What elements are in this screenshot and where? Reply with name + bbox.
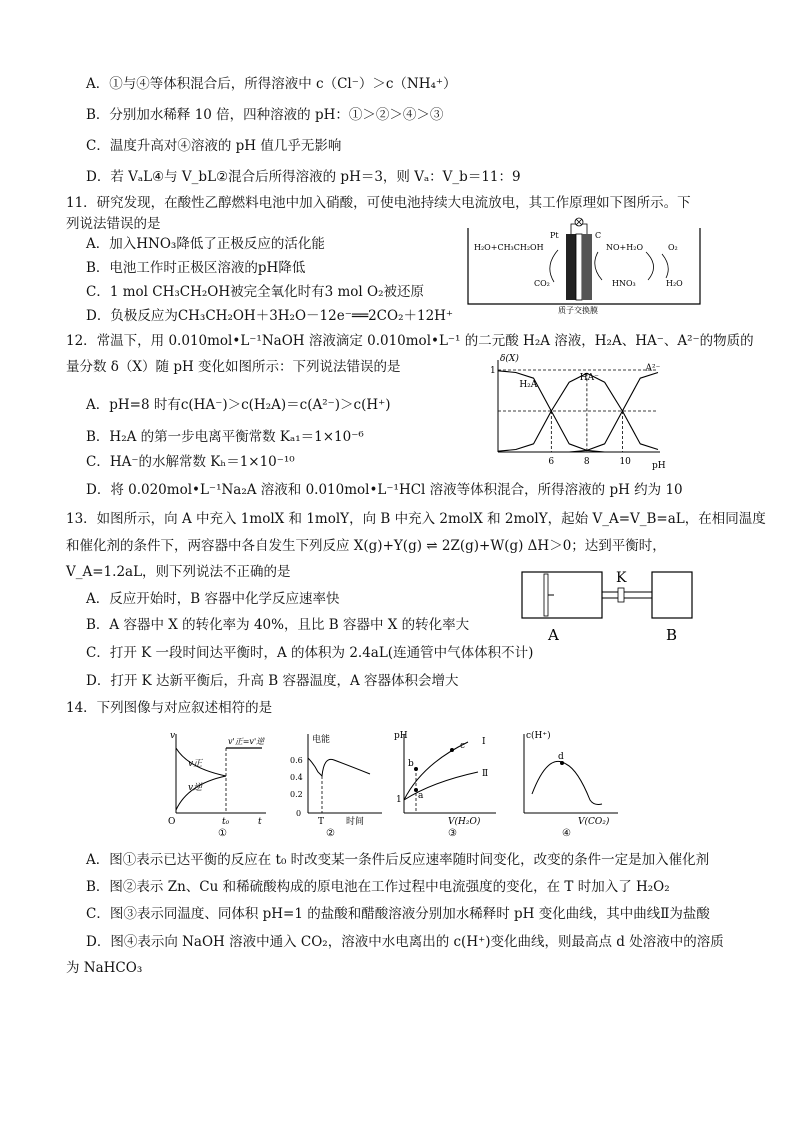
c-label: C: [595, 231, 602, 240]
q13-option-d: D．打开 K 达新平衡后，升高 B 容器温度，A 容器体积会增大: [86, 673, 459, 689]
q12-option-b: B．H₂A 的第一步电离平衡常数 Kₐ₁＝1×10⁻⁶: [86, 429, 364, 445]
ethanol-label: H₂O+CH₃CH₂OH: [474, 243, 544, 252]
fig1-forward-label: v正: [188, 759, 203, 769]
o2-label: O₂: [668, 243, 678, 252]
fig4-point-d: d: [558, 752, 564, 762]
fig2-x-label: 时间: [346, 817, 365, 827]
fuel-cell-diagram: [466, 216, 706, 316]
container-a: [522, 572, 602, 618]
y-tick-1: 1: [490, 366, 496, 376]
fig3-x-label: V(H₂O): [448, 817, 481, 827]
q11-stem-line1: 11．研究发现，在酸性乙醇燃料电池中加入硝酸，可使电池持续大电流放电，其工作原理如下图所示。下: [66, 195, 691, 211]
fig3-one-label: 1: [396, 795, 402, 805]
fig3-curve-ii: Ⅱ: [482, 769, 489, 779]
x-axis-label: pH: [652, 461, 666, 471]
series-line-2: [569, 373, 658, 453]
q11-option-b: B．电池工作时正极区溶液的pH降低: [86, 260, 306, 276]
q11-stem-line2: 列说法错误的是: [66, 216, 161, 232]
container-a-label: A: [548, 626, 559, 644]
co2-label: CO₂: [534, 279, 550, 288]
q13-stem-line3: V_A=1.2aL，则下列说法不正确的是: [66, 564, 291, 580]
x-tick-10: 10: [619, 457, 631, 467]
fig2-tick-06: 0.6: [290, 756, 303, 765]
figure-2-energy-time: [290, 728, 390, 838]
fig3-point-c: c: [460, 741, 466, 751]
y-axis-label: δ(X): [500, 354, 519, 364]
x-tick-8: 8: [583, 457, 590, 467]
figure-4-h-concentration: [518, 728, 628, 838]
fig3-number: ③: [448, 828, 457, 839]
pt-electrode: [566, 234, 576, 300]
q13-option-c: C．打开 K 一段时间达平衡时，A 的体积为 2.4aL(连通管中气体体积不计): [86, 645, 534, 661]
q10-option-d: D．若 VₐL④与 V_bL②混合后所得溶液的 pH＝3，则 Vₐ：V_b＝11：9: [86, 169, 521, 185]
q13-stem-line1: 13．如图所示，向 A 中充入 1molX 和 1molY，向 B 中充入 2molX 和 2molY，起始 V_A=V_B=aL，在相同温度: [66, 511, 766, 527]
no-h2o-label: NO+H₂O: [606, 243, 644, 252]
container-b-label: B: [666, 626, 678, 644]
figure-1-rate-time: [166, 728, 276, 838]
q12-option-c: C．HA⁻的水解常数 Kₕ＝1×10⁻¹⁰: [86, 454, 295, 470]
q14-option-a: A．图①表示已达平衡的反应在 t₀ 时改变某一条件后反应速率随时间变化，改变的条件一定是加入催化剂: [86, 852, 710, 868]
q10-option-a: A．①与④等体积混合后，所得溶液中 c（Cl⁻）＞c（NH₄⁺）: [86, 76, 457, 92]
fig1-t-label: t: [258, 817, 262, 827]
valve-label: K: [616, 570, 627, 586]
fig4-y-label: c(H⁺): [526, 731, 551, 741]
membrane-label: 质子交换膜: [558, 306, 598, 315]
fig2-title: 电能: [312, 735, 331, 745]
valve-k: [618, 588, 624, 602]
fig2-number: ②: [326, 828, 335, 839]
piston: [544, 574, 548, 616]
fig2-tick-04: 0.4: [290, 773, 303, 782]
fig1-reverse-label: v逆: [188, 783, 203, 793]
fig3-point-b: b: [408, 759, 414, 769]
fig2-tick-02: 0.2: [290, 790, 303, 799]
fig3-point-a: a: [418, 791, 424, 801]
q10-option-b: B．分别加水稀释 10 倍，四种溶液的 pH：①＞②＞④＞③: [86, 107, 444, 123]
fig1-origin-label: O: [168, 817, 176, 827]
q13-option-a: A．反应开始时，B 容器中化学反应速率快: [86, 591, 340, 607]
fig4-number: ④: [562, 828, 571, 839]
q14-stem: 14．下列图像与对应叙述相符的是: [66, 700, 273, 716]
fig3-curve-i: Ⅰ: [482, 737, 486, 747]
species-distribution-chart: [468, 352, 668, 474]
fig1-equal-label: v'正=v'逆: [228, 737, 265, 746]
q12-stem-line1: 12．常温下，用 0.010mol•L⁻¹NaOH 溶液滴定 0.010mol•L⁻¹ 的二元酸 H₂A 溶液，H₂A、HA⁻、A²⁻的物质的: [66, 333, 754, 349]
fig1-t0-label: t₀: [222, 817, 230, 827]
series-label-2: A²⁻: [645, 363, 661, 374]
q11-option-a: A．加入HNO₃降低了正极反应的活化能: [86, 236, 325, 252]
fig3-y-label: pH: [394, 731, 408, 741]
q12-stem-line2: 量分数 δ（X）随 pH 变化如图所示：下列说法错误的是: [66, 359, 401, 375]
series-label-1: HA⁻: [579, 373, 599, 384]
q14-option-b: B．图②表示 Zn、Cu 和稀硫酸构成的原电池在工作过程中电流强度的变化，在 T 时加入了 H₂O₂: [86, 879, 670, 895]
q14-option-d-line1: D．图④表示向 NaOH 溶液中通入 CO₂，溶液中水电离出的 c(H⁺)变化曲线，则最高点 d 处溶液中的溶质: [86, 934, 724, 950]
q13-stem-line2: 和催化剂的条件下，两容器中各自发生下列反应 X(g)+Y(g) ⇌ 2Z(g)+W(g) ΔH＞0；达到平衡时，: [66, 538, 666, 554]
fig1-number: ①: [218, 828, 227, 839]
q10-option-c: C．温度升高对④溶液的 pH 值几乎无影响: [86, 138, 342, 154]
figure-3-ph-dilution: [392, 728, 502, 838]
series-label-0: H₂A: [519, 379, 538, 390]
pt-label: Pt: [550, 231, 559, 240]
hno3-label: HNO₃: [612, 279, 636, 288]
x-tick-6: 6: [548, 457, 555, 467]
q14-option-d-line2: 为 NaHCO₃: [66, 960, 143, 976]
q12-option-a: A．pH=8 时有c(HA⁻)＞c(H₂A)＝c(A²⁻)＞c(H⁺): [86, 397, 391, 413]
h2o-label: H₂O: [666, 279, 683, 288]
q11-option-d: D．负极反应为CH₃CH₂OH＋3H₂O－12e⁻══2CO₂＋12H⁺: [86, 308, 454, 324]
q11-option-c: C．1 mol CH₃CH₂OH被完全氧化时有3 mol O₂被还原: [86, 284, 425, 300]
fig2-t-label: T: [318, 817, 325, 827]
q12-option-d: D．将 0.020mol•L⁻¹Na₂A 溶液和 0.010mol•L⁻¹HCl 溶液等体积混合，所得溶液的 pH 约为 10: [86, 482, 683, 498]
carbon-electrode: [582, 234, 592, 300]
fig2-tick-0: 0: [296, 809, 302, 818]
fig4-x-label: V(CO₂): [578, 817, 610, 827]
fig1-y-label: v: [170, 731, 176, 741]
container-b: [652, 572, 692, 618]
container-diagram: [520, 562, 695, 644]
q13-option-b: B．A 容器中 X 的转化率为 40%，且比 B 容器中 X 的转化率大: [86, 617, 470, 633]
q14-option-c: C．图③表示同温度、同体积 pH=1 的盐酸和醋酸溶液分别加水稀释时 pH 变化曲线，其中曲线Ⅱ为盐酸: [86, 906, 710, 922]
proton-exchange-membrane: [576, 234, 582, 300]
